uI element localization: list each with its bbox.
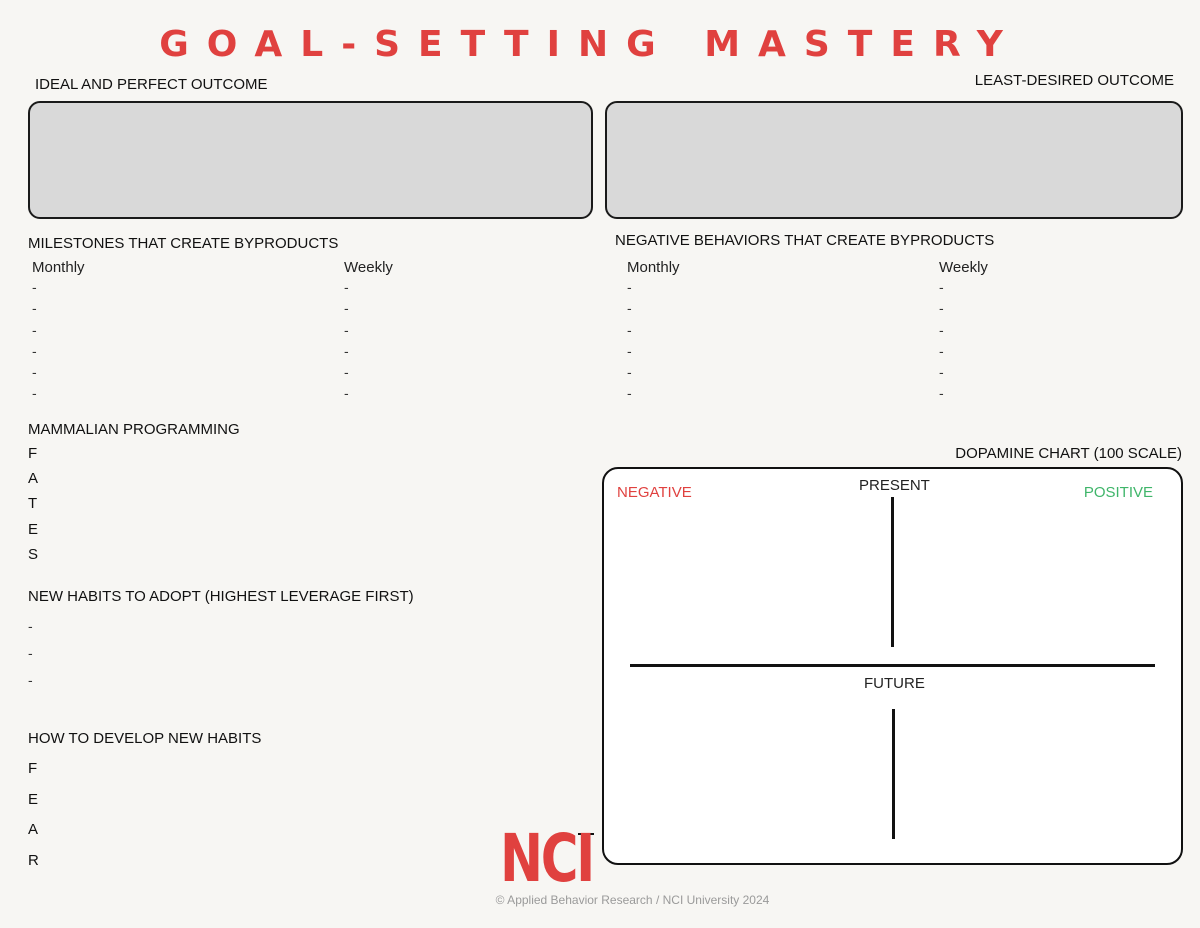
present-label: PRESENT [859,477,930,494]
acronym-letter: E [28,790,39,808]
list-item[interactable]: - [939,279,944,295]
mammalian-letters [28,445,38,571]
list-item[interactable]: - [939,364,944,381]
new-habits-title: NEW HABITS TO ADOPT (HIGHEST LEVERAGE FIRST) [28,588,414,605]
dopamine-chart [602,467,1183,865]
list-item[interactable]: - [939,321,944,338]
dopamine-chart-title: DOPAMINE CHART (100 SCALE) [955,445,1182,462]
acronym-letter: S [28,545,39,563]
acronym-letter: T [28,495,38,513]
mammalian-programming-title: MAMMALIAN PROGRAMMING [28,421,240,438]
list-item[interactable]: - [32,279,37,295]
list-item[interactable]: - [344,342,349,359]
page-title: GOAL-SETTING MASTERY [159,24,1021,65]
negative-weekly-label: Weekly [939,259,988,276]
list-item[interactable]: - [28,672,33,688]
list-item[interactable]: - [344,321,349,338]
list-item[interactable]: - [627,300,632,317]
list-item[interactable]: - [344,364,349,381]
list-item[interactable]: - [344,300,349,317]
ideal-outcome-label: IDEAL AND PERFECT OUTCOME [35,76,268,93]
develop-habits-title: HOW TO DEVELOP NEW HABITS [28,730,262,747]
list-item[interactable]: - [627,385,632,402]
list-item[interactable]: - [344,385,349,402]
list-item[interactable]: - [32,321,37,338]
list-item[interactable]: - [627,321,632,338]
list-item[interactable]: - [939,385,944,402]
list-item[interactable]: - [28,645,33,661]
list-item[interactable]: - [627,364,632,381]
list-item[interactable]: - [32,342,37,359]
negative-behaviors-title: NEGATIVE BEHAVIORS THAT CREATE BYPRODUCTS [615,232,995,249]
least-desired-outcome-label: LEAST-DESIRED OUTCOME [974,72,1174,89]
milestones-title: MILESTONES THAT CREATE BYPRODUCTS [28,235,339,252]
negative-monthly-label: Monthly [627,259,680,276]
least-desired-outcome-box[interactable] [605,101,1183,219]
nci-logo: NCI [500,820,594,897]
negative-monthly-list [627,277,632,405]
future-label: FUTURE [864,675,925,692]
new-habits-list [28,613,33,694]
acronym-letter: A [28,821,39,839]
footer-copyright: © Applied Behavior Research / NCI University 2024 [495,893,770,907]
list-item[interactable]: - [939,342,944,359]
present-axis-line [891,497,894,647]
milestones-monthly-label: Monthly [32,259,85,276]
negative-weekly-list [939,277,944,405]
list-item[interactable]: - [32,364,37,381]
future-axis-line [892,709,895,839]
develop-letters [28,760,39,883]
acronym-letter: R [28,852,39,870]
positive-label: POSITIVE [1083,484,1153,501]
list-item[interactable]: - [28,618,33,634]
milestones-weekly-list [344,277,349,405]
acronym-letter: E [28,520,39,538]
acronym-letter: F [28,760,38,777]
acronym-letter: F [28,445,38,462]
list-item[interactable]: - [627,342,632,359]
milestones-monthly-list [32,277,37,405]
list-item[interactable]: - [32,385,37,402]
list-item[interactable]: - [939,300,944,317]
negative-label: NEGATIVE [617,484,692,501]
acronym-letter: A [28,470,39,488]
list-item[interactable]: - [32,300,37,317]
list-item[interactable]: - [627,279,632,295]
milestones-weekly-label: Weekly [344,259,393,276]
chart-divider-line [630,664,1155,667]
ideal-outcome-box[interactable] [28,101,593,219]
list-item[interactable]: - [344,279,349,295]
